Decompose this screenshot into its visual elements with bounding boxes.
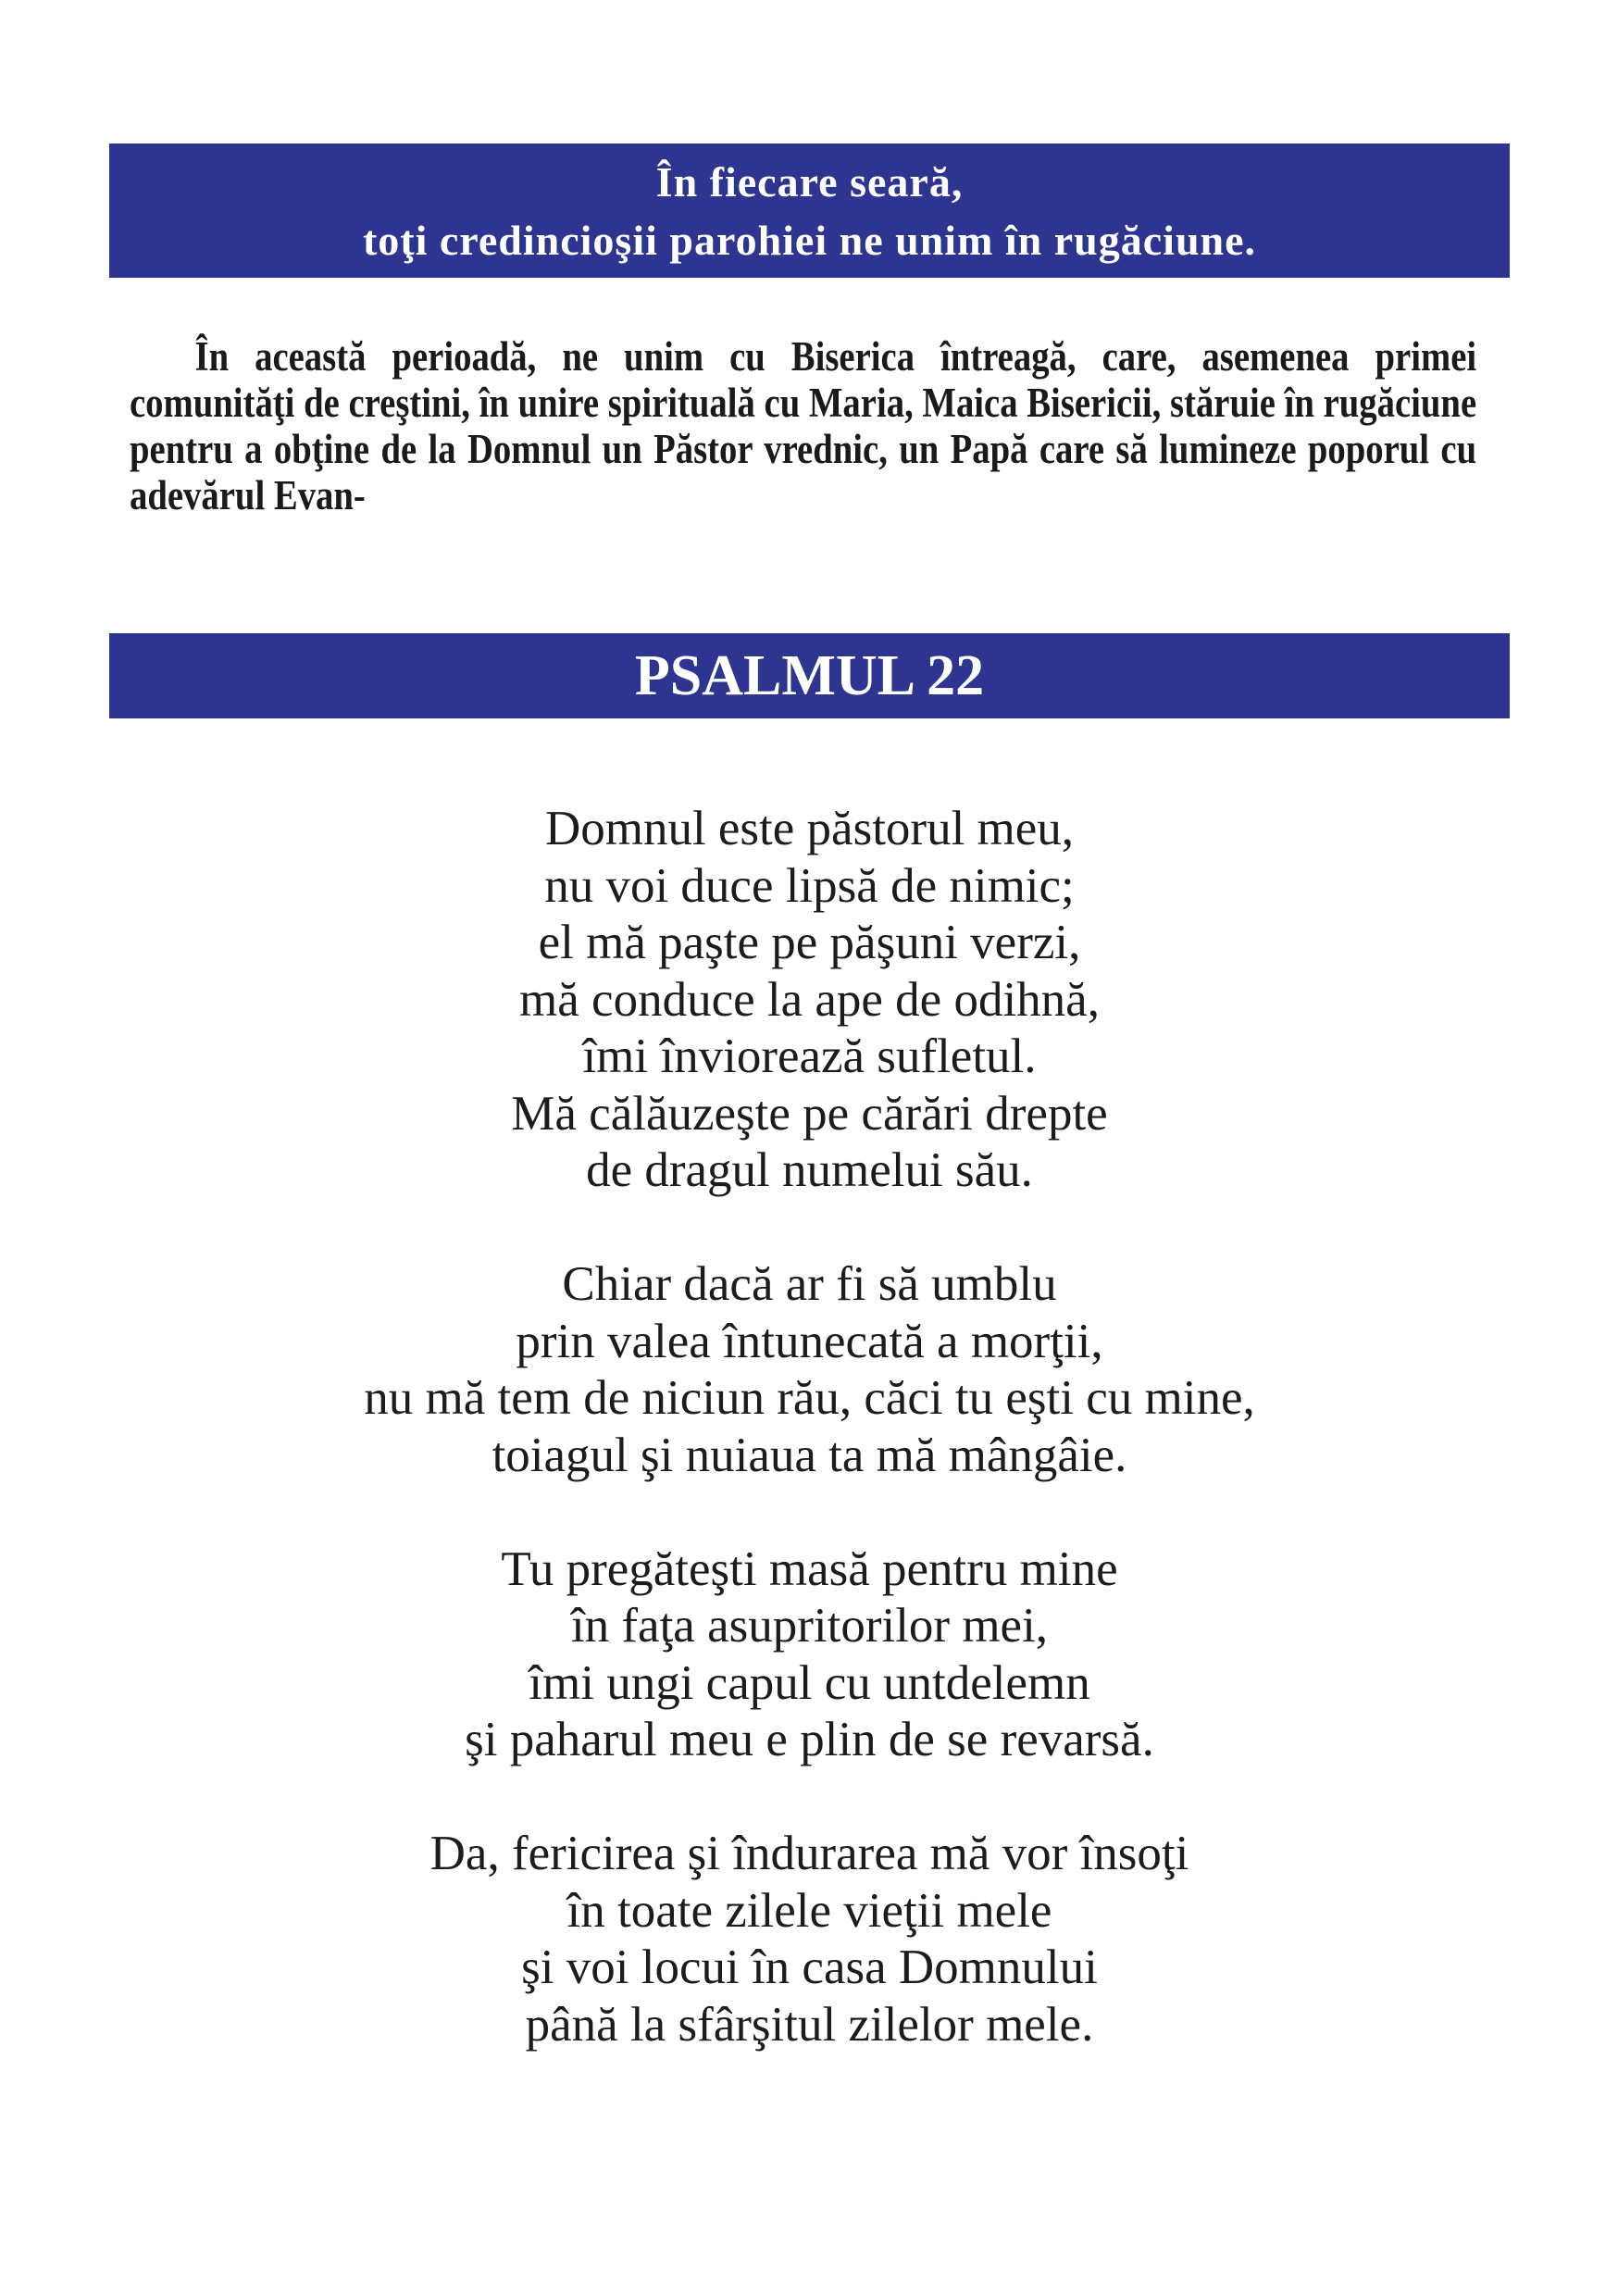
verse-line: Domnul este păstorul meu,	[544, 802, 1075, 855]
verse-line: şi paharul meu e plin de se revarsă.	[465, 1713, 1154, 1766]
intro-paragraph: În această perioadă, ne unim cu Biserica întreagă, care, asemenea primei comunităţi de creştini, în unire spirituală cu Maria, Maica Bisericii, stăruie în rugăciune pentru a obţine de la Domnul un Păstor vrednic, un Papă care să lumineze poporul cu adevărul Evan-	[130, 333, 1477, 518]
verse-line: îmi ungi capul cu untdelemn	[529, 1655, 1090, 1710]
stanza-1	[109, 801, 1510, 1200]
verse-line: îmi înviorează sufletul.	[582, 1029, 1037, 1083]
verse-line: prin valea întunecată a morţii,	[516, 1314, 1103, 1368]
stanza-4	[109, 1826, 1510, 2053]
stanza-3	[109, 1541, 1510, 1769]
verse-line: Da, fericirea şi îndurarea mă vor însoţi	[429, 1827, 1189, 1880]
verse-line: mă conduce la ape de odihnă,	[519, 972, 1100, 1027]
psalm-title-banner	[109, 633, 1510, 718]
psalm-text	[109, 801, 1510, 2053]
verse-line: în toate zilele vieţii mele	[566, 1883, 1052, 1938]
stanza-2	[109, 1256, 1510, 1484]
verse-line: toiagul şi nuiaua ta mă mângâie.	[492, 1428, 1127, 1482]
verse-line: nu mă tem de niciun rău, căci tu eşti cu mine,	[364, 1371, 1255, 1425]
verse-line: Mă călăuzeşte pe cărări drepte	[511, 1086, 1108, 1141]
verse-line: el mă paşte pe păşuni verzi,	[538, 916, 1081, 969]
verse-line: până la sfârşitul zilelor mele.	[525, 1997, 1094, 2052]
header-banner	[109, 144, 1510, 278]
verse-line: Tu pregăteşti masă pentru mine	[501, 1541, 1118, 1596]
header-line-1: În fiecare seară,	[655, 158, 964, 206]
header-line-2: toţi credincioşii parohiei ne unim în rugăciune.	[362, 217, 1257, 264]
verse-line: în faţa asupritorilor mei,	[570, 1599, 1049, 1653]
verse-line: nu voi duce lipsă de nimic;	[544, 858, 1075, 913]
verse-line: şi voi locui în casa Domnului	[521, 1940, 1098, 1994]
verse-line: de dragul numelui său.	[586, 1143, 1033, 1197]
verse-line: Chiar dacă ar fi să umblu	[562, 1257, 1057, 1311]
psalm-title: PSALMUL 22	[634, 644, 985, 707]
